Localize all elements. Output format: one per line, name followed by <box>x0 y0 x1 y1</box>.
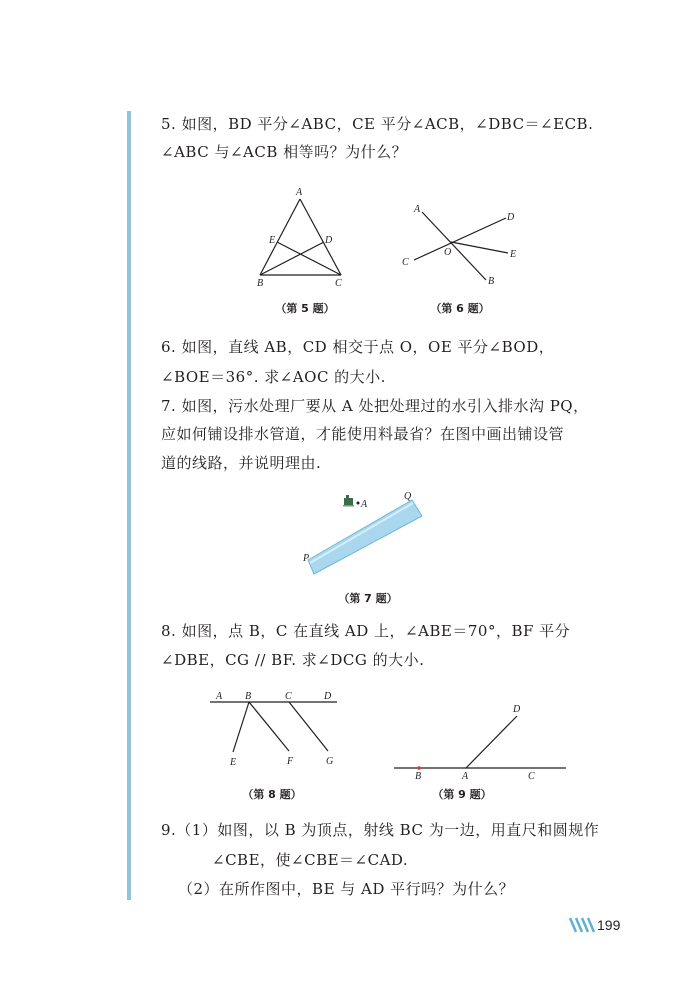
fig8-label-b: B <box>245 691 252 702</box>
figure-5 <box>250 185 360 290</box>
fig8-ray-be <box>233 702 249 752</box>
fig8-label-e: E <box>230 757 237 768</box>
fig8-label-f: F <box>287 756 294 767</box>
fig5-side-ab <box>260 199 300 275</box>
fig5-label-d: D <box>325 235 333 246</box>
fig6-label-d: D <box>507 212 515 223</box>
fig6-line-ab <box>422 212 486 280</box>
fig8-ray-bf <box>249 702 289 751</box>
problem-6-line-2: ∠BOE＝36°. 求∠AOC 的大小. <box>161 368 386 386</box>
problem-5-line-1: 5. 如图，BD 平分∠ABC，CE 平分∠ACB，∠DBC＝∠ECB. <box>161 115 594 133</box>
fig5-label-e: E <box>269 235 276 246</box>
fig8-label-d: D <box>324 691 332 702</box>
figure-5-caption: （第 5 题） <box>275 302 335 315</box>
fig5-segment-bd <box>260 242 324 275</box>
fig5-label-a: A <box>296 187 303 198</box>
fig5-side-ac <box>300 199 341 275</box>
figure-8 <box>205 690 345 780</box>
fig7-factory-icon <box>343 495 354 507</box>
fig8-label-a: A <box>216 691 223 702</box>
fig9-label-d: D <box>513 704 521 715</box>
page-number-slashes-icon <box>568 916 596 934</box>
fig7-label-p: P <box>303 553 310 564</box>
sidebar-accent-bar <box>127 111 131 900</box>
problem-6-line-1: 6. 如图，直线 AB，CD 相交于点 O，OE 平分∠BOD， <box>161 338 555 356</box>
fig9-label-a: A <box>462 771 469 782</box>
figure-7-caption: （第 7 题） <box>338 592 398 605</box>
page-number: 199 <box>597 917 621 933</box>
problem-7-line-1: 7. 如图，污水处理厂要从 A 处把处理过的水引入排水沟 PQ， <box>161 397 589 415</box>
fig7-drainage-ditch <box>308 500 422 574</box>
fig6-label-b: B <box>488 276 495 287</box>
fig6-label-o: O <box>444 247 452 258</box>
fig7-label-q: Q <box>404 491 412 502</box>
figure-6-caption: （第 6 题） <box>430 302 490 315</box>
problem-7-line-3: 道的线路，并说明理由. <box>161 454 322 472</box>
fig6-label-e: E <box>510 249 517 260</box>
fig5-label-b: B <box>257 278 264 289</box>
fig8-ray-cg <box>289 702 328 751</box>
figure-7 <box>300 488 430 578</box>
fig9-ray-ad <box>466 716 517 768</box>
fig7-ditch-highlight <box>310 503 413 563</box>
fig9-point-b <box>417 766 421 770</box>
problem-8-line-2: ∠DBE，CG // BF. 求∠DCG 的大小. <box>161 651 425 669</box>
fig5-label-c: C <box>335 278 342 289</box>
fig9-label-c: C <box>528 771 535 782</box>
figure-8-caption: （第 8 题） <box>242 788 302 801</box>
problem-9-line-1: 9.（1）如图，以 B 为顶点，射线 BC 为一边，用直尺和圆规作 <box>161 821 600 839</box>
fig6-label-a: A <box>414 204 421 215</box>
fig6-label-c: C <box>402 257 409 268</box>
problem-9-line-2: ∠CBE，使∠CBE＝∠CAD. <box>212 851 409 869</box>
fig8-label-c: C <box>285 691 292 702</box>
problem-9-line-3: （2）在所作图中，BE 与 AD 平行吗？为什么？ <box>178 880 515 898</box>
figure-6 <box>400 200 525 290</box>
fig6-line-cd <box>414 218 506 260</box>
fig7-label-a: A <box>361 499 368 510</box>
figure-9 <box>390 700 570 785</box>
fig9-label-b: B <box>415 771 422 782</box>
fig5-segment-ce <box>277 242 341 275</box>
problem-5-line-2: ∠ABC 与∠ACB 相等吗？为什么？ <box>161 143 408 161</box>
problem-8-line-1: 8. 如图，点 B，C 在直线 AD 上，∠ABE＝70°，BF 平分 <box>161 622 571 640</box>
fig8-label-g: G <box>326 756 334 767</box>
fig7-point-a <box>357 502 360 505</box>
problem-7-line-2: 应如何铺设排水管道，才能使用料最省？在图中画出铺设管 <box>161 425 565 443</box>
figure-9-caption: （第 9 题） <box>432 788 492 801</box>
